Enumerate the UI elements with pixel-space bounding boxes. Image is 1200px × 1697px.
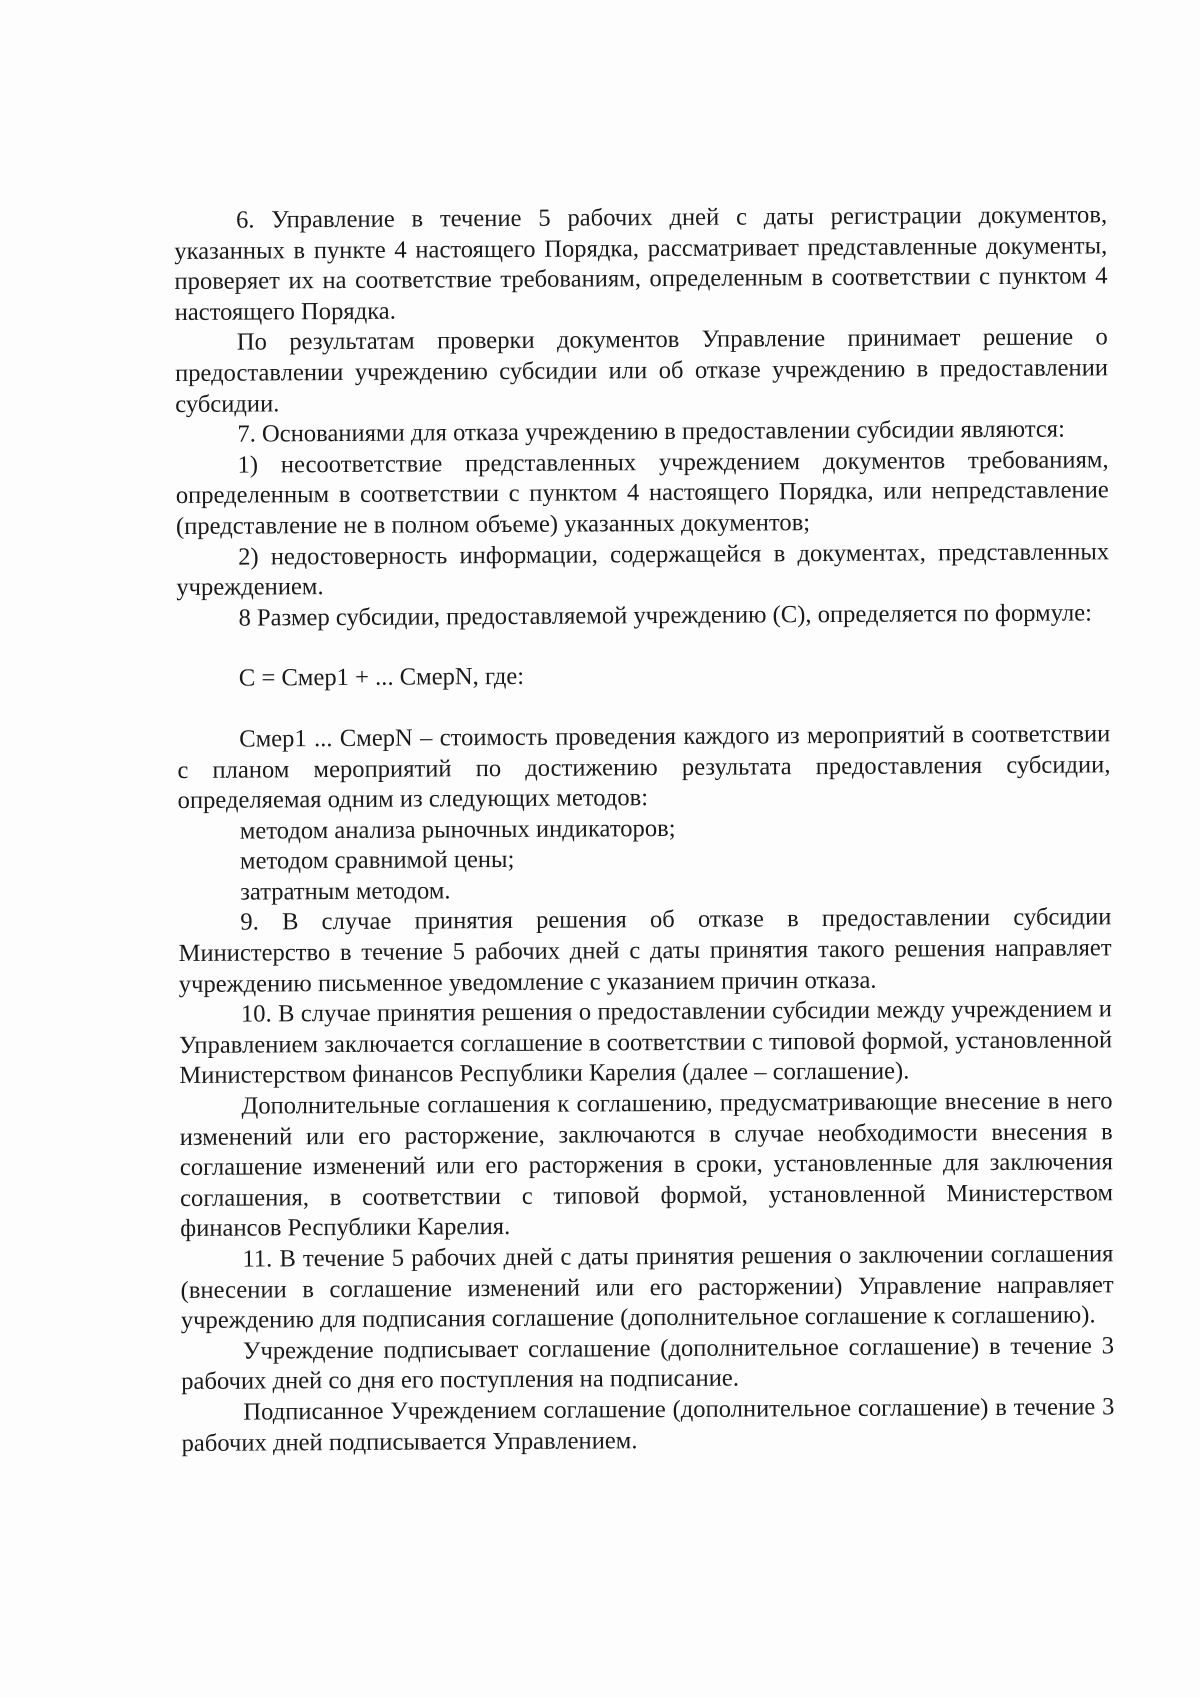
paragraph-11-signing: Учреждение подписывает соглашение (дополнительное соглашение) в течение 3 рабочих дней со дня его поступления на подписание. bbox=[181, 1332, 1115, 1396]
paragraph-10: 10. В случае принятия решения о предоставлении субсидии между учреждением и Управлением заключается соглашение в соответствии с типовой формой, установленной Министерством финансов Республики Карелия (далее – соглашение). bbox=[179, 995, 1113, 1090]
paragraph-7: 7. Основаниями для отказа учреждению в предоставлении субсидии являются: bbox=[237, 415, 1065, 448]
formula-explanation: Смер1 ... СмерN – стоимость проведения каждого из мероприятий в соответствии с планом мероприятий по достижению результата предоставления субсидии, определяемая одним из следующих методов: bbox=[177, 720, 1111, 815]
paragraph-8: 8 Размер субсидии, предоставляемой учреждению (С), определяется по формуле: bbox=[238, 599, 1093, 632]
paragraph-9: 9. В случае принятия решения об отказе в предоставлении субсидии Министерство в течение 5 рабочих дней с даты принятия такого решения направляет учреждению письменное уведомление с указанием причин отказа. bbox=[178, 903, 1112, 998]
method-cost: затратным методом. bbox=[240, 877, 451, 906]
method-comparable-price: методом сравнимой цены; bbox=[239, 846, 515, 875]
paragraph-7-item-2: 2) недостоверность информации, содержащейся в документах, представленных учреждением. bbox=[176, 537, 1110, 602]
document-body bbox=[174, 200, 1115, 1459]
paragraph-6: 6. Управление в течение 5 рабочих дней с даты регистрации документов, указанных в пункте 4 настоящего Порядка, рассматривает представленные документы, проверяет их на соответствие требованиям, определенным в соответствии с пунктом 4 настоящего Порядка. bbox=[174, 201, 1108, 326]
paragraph-7-item-1: 1) несоответствие представленных учреждением документов требованиям, определенным в соответствии с пунктом 4 настоящего Порядка, или непредставление (представление не в полном объеме) указанных документов; bbox=[175, 446, 1109, 540]
paragraph-11: 11. В течение 5 рабочих дней с даты принятия решения о заключении соглашения (внесении в соглашение изменений или его расторжении) Управление направляет учреждению для подписания соглашение (дополнительное соглашение к соглашению). bbox=[180, 1240, 1114, 1335]
paragraph-6-result: По результатам проверки документов Управление принимает решение о предоставлении учреждению субсидии или об отказе учреждению в предоставлении субсидии. bbox=[174, 323, 1109, 418]
method-market-indicators: методом анализа рыночных индикаторов; bbox=[239, 814, 676, 845]
subsidy-formula: С = Смер1 + ... СмерN, где: bbox=[238, 663, 525, 692]
paragraph-10-additional: Дополнительные соглашения к соглашению, предусматривающие внесение в него изменений или его расторжение, заключаются в случае необходимости внесения в соглашение изменений или его расторжения в сроки, установленные для заключения соглашения, в соответствии с типовой формой, установленной Министерством финансов Республики Карелия. bbox=[179, 1087, 1114, 1243]
paragraph-11-signed: Подписанное Учреждением соглашение (дополнительное соглашение) в течение 3 рабочих дней подписывается Управлением. bbox=[181, 1393, 1115, 1457]
